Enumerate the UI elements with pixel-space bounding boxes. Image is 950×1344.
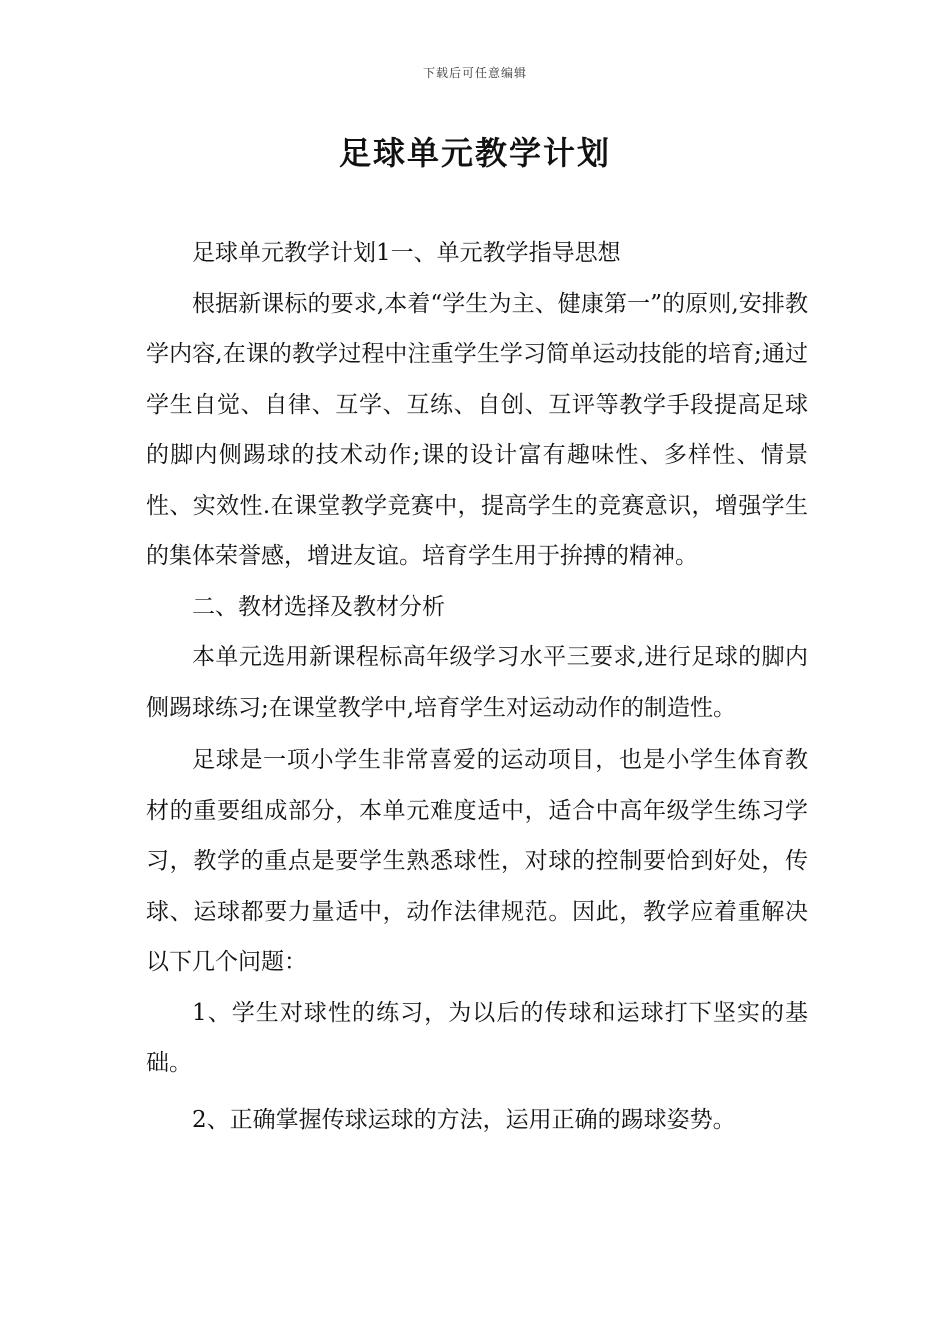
document-body (146, 228, 808, 1145)
paragraph-material-selection: 本单元选用新课程标高年级学习水平三要求,进行足球的脚内侧踢球练习;在课堂教学中,培育学生对运动动作的制造性。 (146, 644, 808, 721)
document-title: 足球单元教学计划 (338, 134, 611, 172)
paragraph-material-analysis: 足球是一项小学生非常喜爱的运动项目，也是小学生体育教材的重要组成部分，本单元难度适中，适合中高年级学生练习学习，教学的重点是要学生熟悉球性，对球的控制要恰到好处，传球、运球都要力量适中，动作法律规范。因此，教学应着重解决以下几个问题： (146, 747, 808, 975)
paragraph-point-two: 2、正确掌握传球运球的方法，运用正确的踢球姿势。 (192, 1106, 736, 1133)
paragraph-point-one: 1、学生对球性的练习，为以后的传球和运球打下坚实的基础。 (146, 999, 808, 1076)
paragraph-section-two-heading: 二、教材选择及教材分析 (192, 593, 445, 620)
paragraph-guiding-thought: 根据新课标的要求,本着“学生为主、健康第一”的原则,安排教学内容,在课的教学过程中注重学生学习简单运动技能的培育;通过学生自觉、自律、互学、互练、自创、互评等教学手段提高足球的脚内侧踢球的技术动作;课的设计富有趣味性、多样性、情景性、实效性.在课堂教学竞赛中，提高学生的竞赛意识，增强学生的集体荣誉感，增进友谊。培育学生用于拚搏的精神。 (146, 290, 808, 569)
paragraph-intro-heading: 足球单元教学计划1一、单元教学指导思想 (192, 240, 621, 266)
header-note: 下载后可任意编辑 (422, 66, 527, 80)
